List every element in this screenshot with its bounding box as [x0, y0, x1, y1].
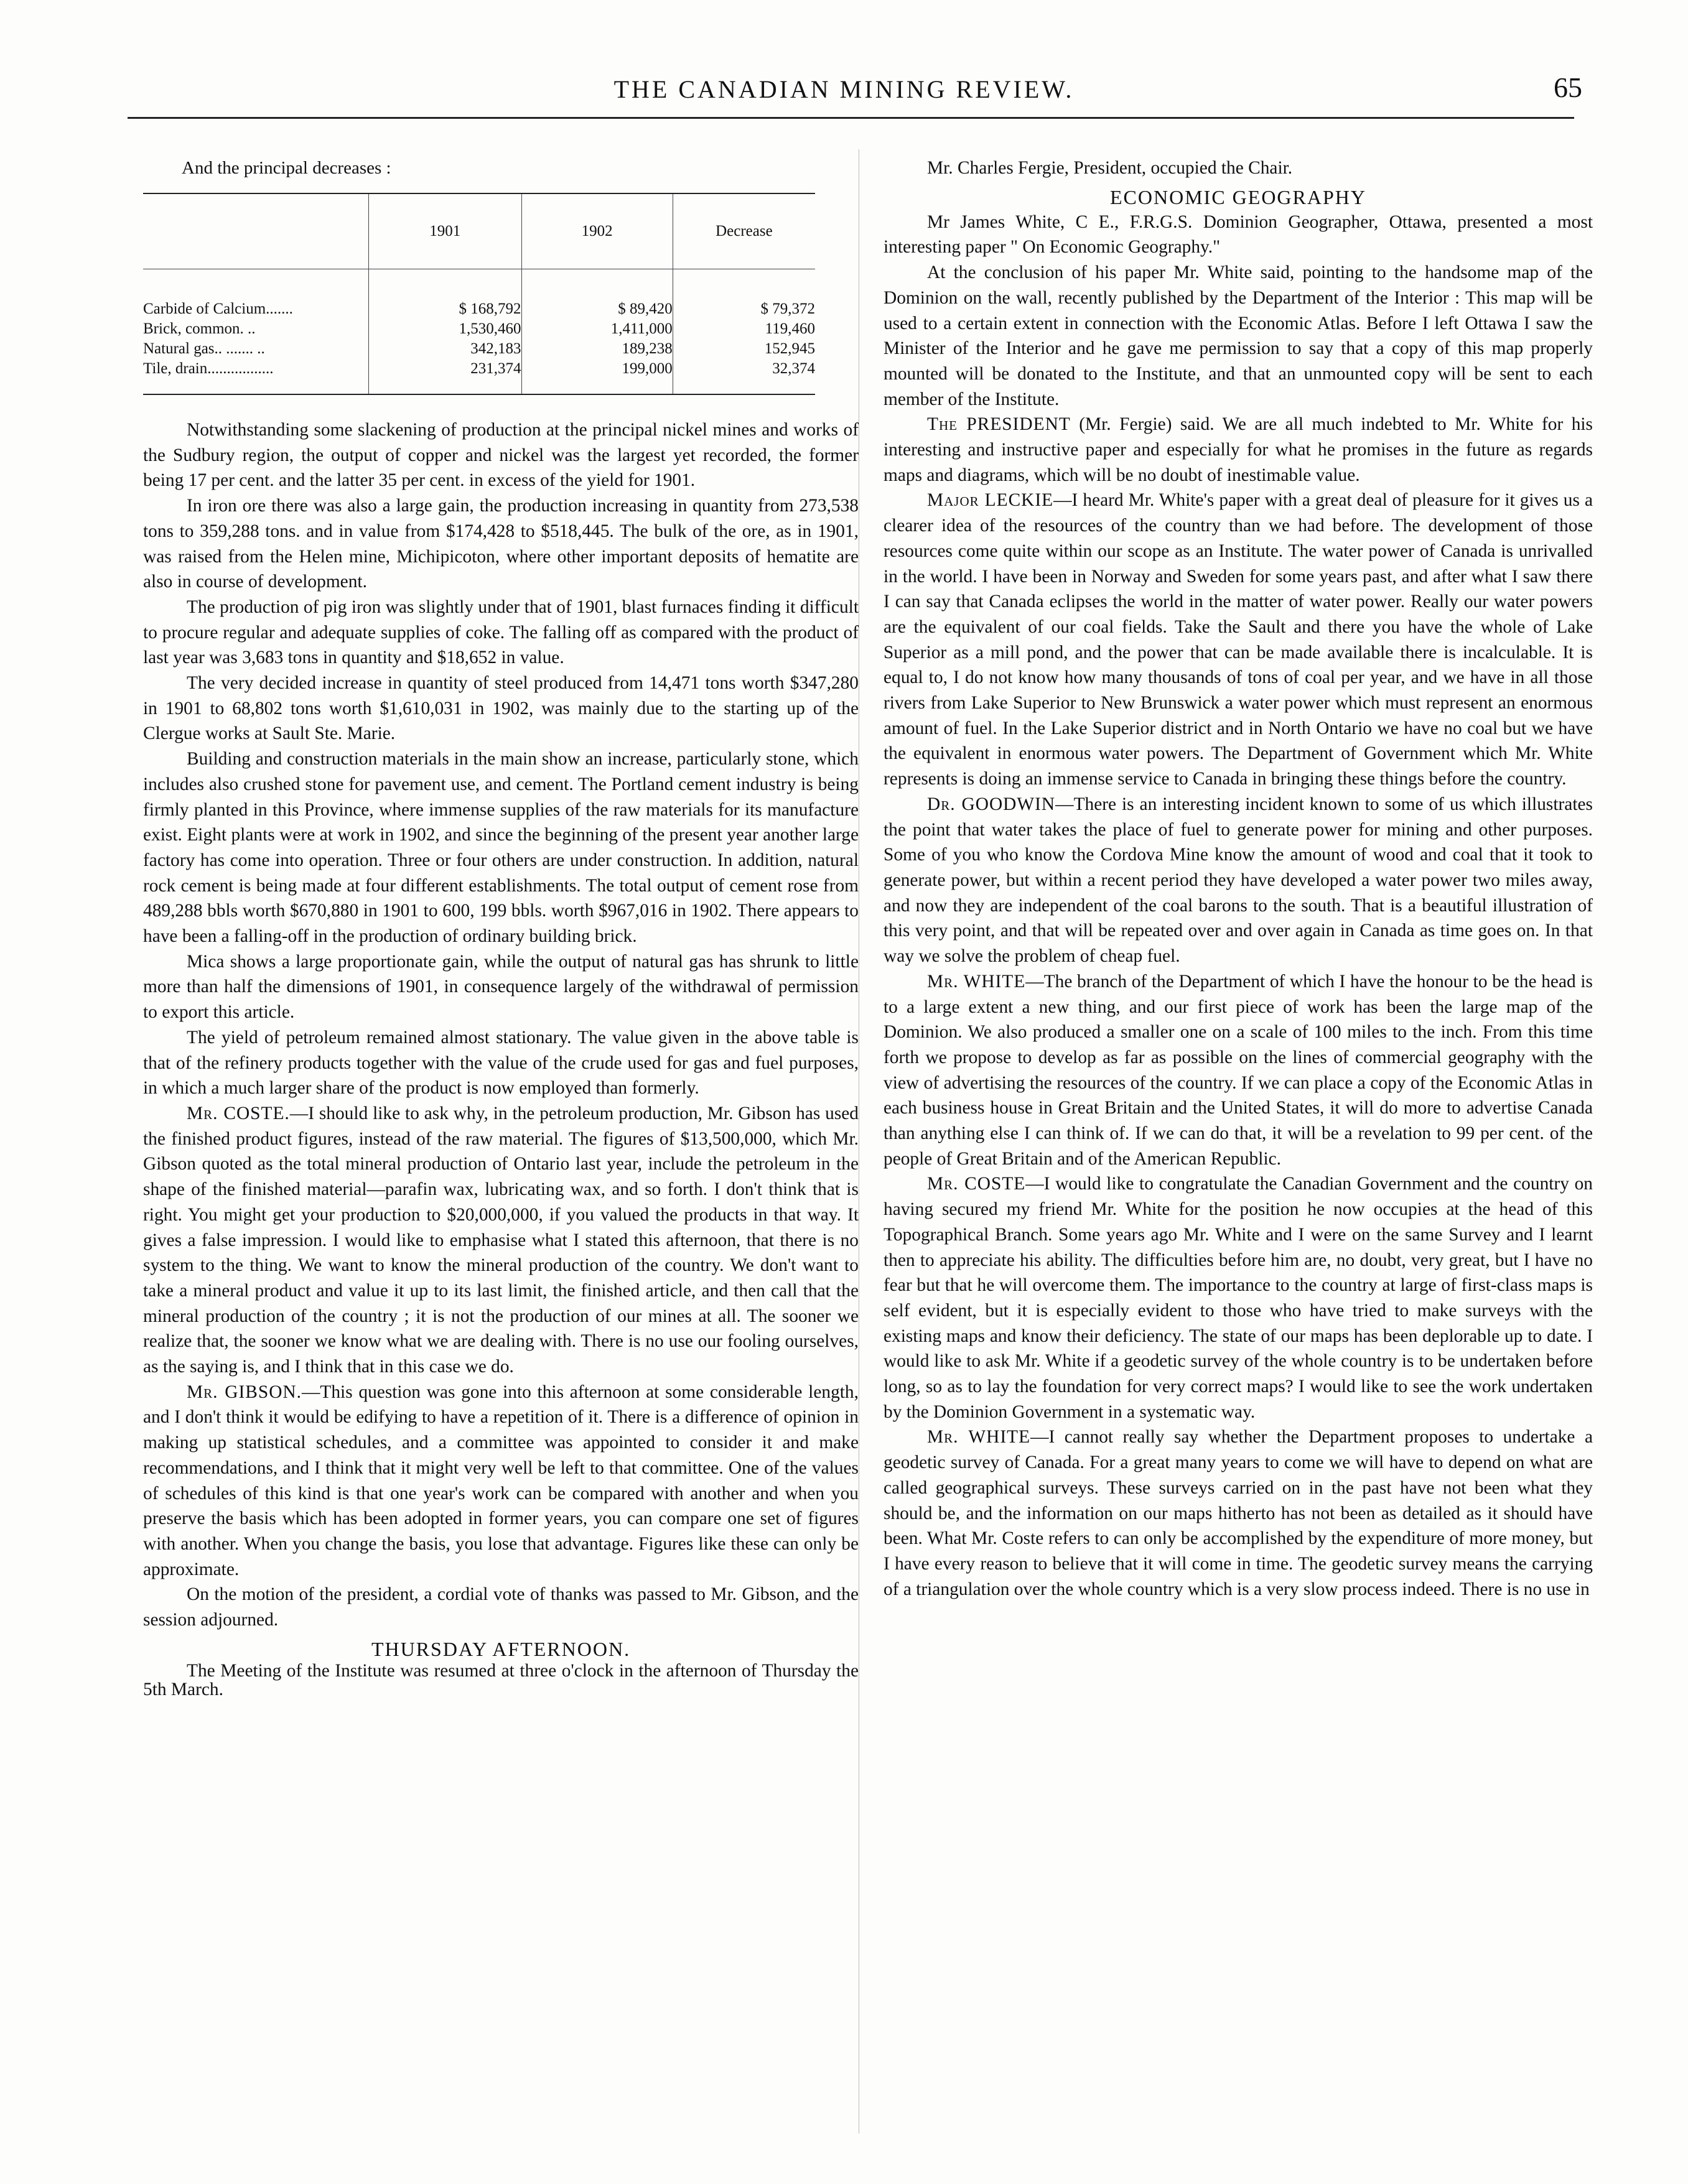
running-head: [0, 72, 1688, 124]
left-column: [143, 156, 859, 1699]
paragraph-coste-remarks: [143, 1101, 859, 1380]
paragraph-leckie-remarks: [884, 488, 1593, 791]
table-row: [143, 319, 815, 339]
row-label: Brick, common. ..: [143, 320, 256, 337]
speaker-name: The PRESIDENT: [927, 414, 1071, 435]
table-header-blank: [143, 193, 369, 269]
page-number: 65: [1554, 72, 1582, 103]
speech-text: —I cannot really say whether the Department proposes to undertake a geodetic survey of Canada. For a great many years to come we will have to depend on what are called geographical surveys. These surveys carried on in the past have not been what they should be, and the information on our maps hitherto has not been as detailed as it should have been. What Mr. Coste refers to can only be accomplished by the expenditure of more money, but I have every reason to believe that it will come in time. The geodetic survey means the carrying of a triangulation over the whole country which is a very slow process indeed. There is no use in: [884, 1427, 1593, 1599]
speech-text: —There is an interesting incident known to some of us which illustrates the point that water takes the place of fuel to generate power for mining and other purposes. Some of you who know the Cordova Mine know the amount of wood and coal that it took to generate power, but within a recent period they have developed a water power two miles away, and now they are independent of the coal barons to the south. That is a beautiful illustration of this very point, and that will be repeated over and over again in Canada as time goes on. In that way we solve the problem of cheap fuel.: [884, 794, 1593, 967]
speech-text: —I should like to ask why, in the petroleum production, Mr. Gibson has used the finished product figures, instead of the raw material. The figures of $13,500,000, which Mr. Gibson quoted as the total mineral production of Ontario last year, include the petroleum in the shape of the finished material—parafin wax, lubricating wax, and so forth. I don't think that is right. You might get your production to $20,000,000, if you valued the products in that way. It gives a false impression. I would like to emphasise what I stated this afternoon, that there is no system to the thing. We want to know the mineral production of the country. We don't want to take a mineral product and value it up to its last limit, the finished article, and then call that the mineral production of the country ; it is not the production of our mines at all. The sooner we realize that, the sooner we know what we are dealing with. There is no use our fooling ourselves, as the saying is, and I think that in this case we do.: [143, 1103, 859, 1377]
row-label: Natural gas.. ....... ..: [143, 340, 265, 357]
value-1902: 199,000: [521, 359, 673, 394]
paragraph-nickel-copper: Notwithstanding some slackening of production at the principal nickel mines and works of the Sudbury region, the output of copper and nickel was the largest yet recorded, the former being 17 per cent. and the latter 35 per cent. in excess of the yield for 1901.: [143, 420, 859, 491]
table-header-1901: 1901: [369, 193, 522, 269]
value-decrease: 152,945: [673, 339, 815, 359]
right-column: [884, 156, 1593, 1602]
paragraph-pig-iron: The production of pig iron was slightly under that of 1901, blast furnaces finding it difficult to procure regular and adequate supplies of coke. The falling off as compared with the product of last year was 3,683 tons in quantity and $18,652 in value.: [143, 597, 859, 668]
speech-text: —The branch of the Department of which I have the honour to be the head is to a large extent a new thing, and our first piece of work has been the large map of the Dominion. We also produced a smaller one on a scale of 100 miles to the inch. From this time forth we propose to develop as far as possible on the lines of commercial geography with the view of advertising the resources of the country. If we can place a copy of the Economic Atlas in each business house in Great Britain and the United States, it will do more to advertise Canada than anything else I can think of. If we can do that, it will be a revelation to 99 per cent. of the people of Great Britain and of the American Republic.: [884, 971, 1593, 1169]
value-1901: 1,530,460: [369, 319, 522, 339]
value-1902: 189,238: [521, 339, 673, 359]
value-decrease: 32,374: [673, 359, 815, 394]
paragraph-vote-of-thanks: On the motion of the president, a cordial vote of thanks was passed to Mr. Gibson, and the session adjourned.: [143, 1584, 859, 1630]
table-row: [143, 359, 815, 394]
paragraph-mica-gas: Mica shows a large proportionate gain, while the output of natural gas has shrunk to little more than half the dimensions of 1901, in consequence largely of the withdrawal of permission to export this article.: [143, 951, 859, 1023]
speech-text: —This question was gone into this afternoon at some considerable length, and I don't think it would be edifying to have a repetition of it. There is a difference of opinion in making up statistical schedules, and a committee was appointed to consider it and make recommendations, and I think that it might very well be left to that committee. One of the values of schedules of this kind is that one year's work can be compared with another and when you preserve the basis which has been adopted in former years, you can compare one set of figures with another. When you change the basis, you lose that advantage. Figures like these can only be approximate.: [143, 1382, 859, 1579]
paragraph-president-remarks: [884, 412, 1593, 488]
decreases-table: [143, 193, 815, 395]
paragraph-coste-congratulations: [884, 1171, 1593, 1424]
value-1902: 1,411,000: [521, 319, 673, 339]
section-heading-economic-geography: ECONOMIC GEOGRAPHY: [1109, 185, 1366, 208]
paragraph-building-materials: Building and construction materials in the main show an increase, particularly stone, which includes also crushed stone for pavement use, and cement. The Portland cement industry is being firmly planted in this Province, where immense supplies of the raw materials for its manufacture exist. Eight plants were at work in 1902, and since the beginning of the present year another large factory has come into operation. Three or four others are under construction. In addition, natural rock cement is being made at four different establishments. The total output of cement rose from 489,288 bbls worth $670,880 in 1901 to 600, 199 bbls. worth $967,016 in 1902. There appears to have been a falling-off in the production of ordinary building brick.: [143, 749, 859, 947]
paragraph-petroleum: The yield of petroleum remained almost stationary. The value given in the above table is that of the refinery products together with the value of the crude used for gas and fuel purposes, in which a much larger share of the product is now employed than formerly.: [143, 1027, 859, 1099]
row-label: Tile, drain.................: [143, 360, 274, 377]
table-header-1902: 1902: [521, 193, 673, 269]
header-rule: [128, 117, 1574, 119]
chair-line: Mr. Charles Fergie, President, occupied the Chair.: [927, 158, 1293, 178]
speaker-name: Mr. WHITE: [927, 1427, 1031, 1447]
paragraph-white-paper: Mr James White, C E., F.R.G.S. Dominion Geographer, Ottawa, presented a most interesting paper " On Economic Geography.": [884, 211, 1593, 258]
value-1901: 342,183: [369, 339, 522, 359]
value-1901: 231,374: [369, 359, 522, 394]
speech-text: —I heard Mr. White's paper with a great deal of pleasure for it gives us a clearer idea of the resources of the country than we had before. The development of those resources come quite within our scope as an Institute. The water power of Canada is unrivalled in the world. I have been in Norway and Sweden for some years past, and after what I saw there I can say that Canada eclipses the world in the matter of water power. Really our water powers are the equivalent of our coal fields. Take the Sault and there you have the whole of Lake Superior as a mill pond, and the power that can be made available there is incalculable. It is equal to, I do not know how many thousands of tons of coal per year, and we have in all those rivers from Lake Superior to New Brunswick a water power which must represent an enormous amount of fuel. In the Lake Superior district and in North Ontario we have no coal but we have the equivalent in enormous water powers. The Department of Government which Mr. White represents is doing an immense service to Canada in bringing these things before the country.: [884, 490, 1593, 789]
paragraph-gibson-remarks: [143, 1380, 859, 1582]
value-1901: $ 168,792: [369, 269, 522, 320]
paragraph-steel: The very decided increase in quantity of steel produced from 14,471 tons worth $347,280 in 1901 to 68,802 tons worth $1,610,031 in 1902, was mainly due to the starting up of the Clergue works at Sault Ste. Marie.: [143, 673, 859, 744]
speaker-name: Major LECKIE: [927, 490, 1054, 511]
speaker-name: Mr. WHITE: [927, 971, 1026, 992]
speaker-name: Mr. COSTE: [927, 1174, 1026, 1194]
paragraph-meeting-resumed: The Meeting of the Institute was resumed at three o'clock in the afternoon of Thursday the 5th March.: [143, 1660, 859, 1699]
speech-text: (Mr. Fergie) said. We are all much indebted to Mr. White for his interesting and instructive paper and especially for what he promises in the future as regards maps and diagrams, which will be no doubt of inestimable value.: [884, 414, 1593, 485]
paragraph-white-remarks: [884, 969, 1593, 1172]
table-header-decrease: Decrease: [673, 193, 815, 269]
paragraph-iron-ore: In iron ore there was also a large gain, the production increasing in quantity from 273,538 tons to 359,288 tons. and in value from $174,428 to $518,445. The bulk of the ore, as in 1901, was raised from the Helen mine, Michipicoton, where other important deposits of hematite are also in course of development.: [143, 496, 859, 592]
speaker-name: Mr. GIBSON.: [187, 1382, 302, 1402]
row-label: Carbide of Calcium.......: [143, 300, 293, 317]
table-row: [143, 339, 815, 359]
table-row: [143, 269, 815, 320]
table-caption: And the principal decreases :: [182, 158, 391, 178]
table-header-row: [143, 193, 815, 269]
value-decrease: $ 79,372: [673, 269, 815, 320]
journal-title: THE CANADIAN MINING REVIEW.: [613, 75, 1075, 103]
value-1902: $ 89,420: [521, 269, 673, 320]
paragraph-white-geodetic: [884, 1424, 1593, 1602]
paragraph-map-donation: At the conclusion of his paper Mr. White said, pointing to the handsome map of the Dominion on the wall, recently published by the Department of the Interior : This map will be used to a certain extent in connection with the Economic Atlas. Before I left Ottawa I saw the Minister of the Interior and he gave me permission to say that a copy of this map properly mounted will be donated to the Institute, and that an unmounted copy will be sent to each member of the Institute.: [884, 263, 1593, 409]
value-decrease: 119,460: [673, 319, 815, 339]
speaker-name: Dr. GOODWIN: [927, 794, 1056, 814]
paragraph-goodwin-remarks: [884, 792, 1593, 969]
section-heading-thursday: THURSDAY AFTERNOON.: [371, 1637, 631, 1660]
speech-text: —I would like to congratulate the Canadian Government and the country on having secured my friend Mr. White for the position he now occupies at the head of this Topographical Branch. Some years ago Mr. White and I were on the same Survey and I learnt then to appreciate his ability. The difficulties before him are, no doubt, very great, but I have no fear but that he will overcome them. The importance to the country at large of first-class maps is self evident, but it is especially evident to those who have tried to make surveys with the existing maps and know their deficiency. The state of our maps has been deplorable up to date. I would like to ask Mr. White if a geodetic survey of the whole country is to be undertaken before long, so as to lay the foundation for very correct maps? I would like to see the work undertaken by the Dominion Government in a systematic way.: [884, 1174, 1593, 1422]
speaker-name: Mr. COSTE.: [187, 1103, 290, 1123]
